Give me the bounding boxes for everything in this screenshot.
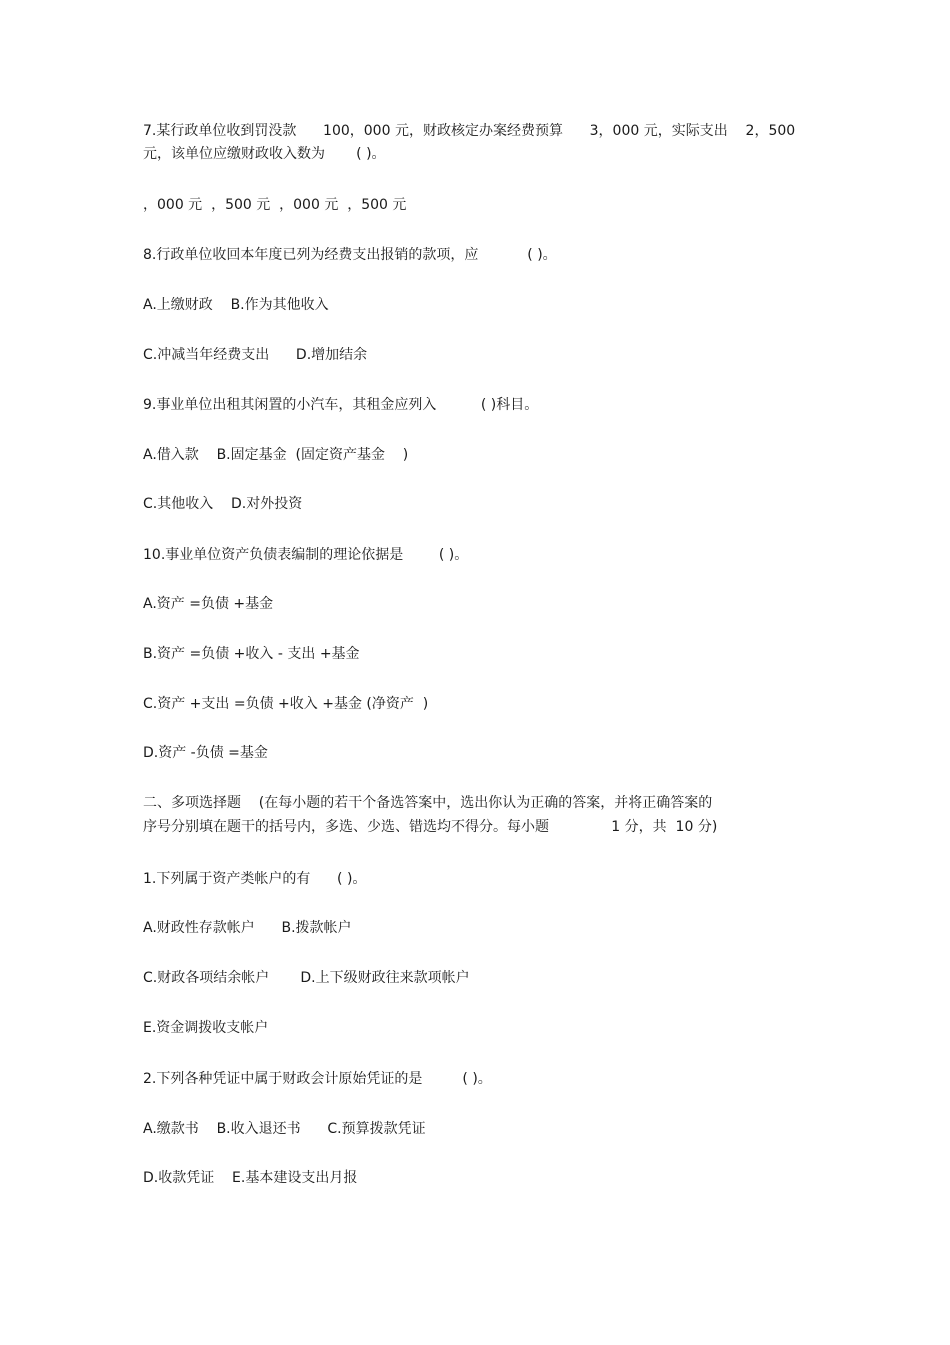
mq1-option-e: E.资金调拨收支帐户 xyxy=(143,1020,269,1036)
q10-option-a: A.资产 =负债 +基金 xyxy=(143,596,274,612)
q10-option-b: B.资产 =负债 +收入 - 支出 +基金 xyxy=(143,646,360,662)
mq1-options-ab: A.财政性存款帐户 B.拨款帐户 xyxy=(143,920,352,936)
mq2-options-de: D.收款凭证 E.基本建设支出月报 xyxy=(143,1170,358,1186)
mq2-stem: 2.下列各种凭证中属于财政会计原始凭证的是 ( )。 xyxy=(143,1071,492,1087)
section-heading-line-1: 二、多项选择题 (在每小题的若干个备选答案中，选出你认为正确的答案，并将正确答案的 xyxy=(143,795,713,811)
q8-options-cd: C.冲减当年经费支出 D.增加结余 xyxy=(143,347,368,363)
section-heading-line-2: 序号分别填在题干的括号内，多选、少选、错选均不得分。每小题 1 分，共 10 分) xyxy=(143,819,718,835)
mq1-options-cd: C.财政各项结余帐户 D.上下级财政往来款项帐户 xyxy=(143,970,470,986)
q9-options-ab: A.借入款 B.固定基金 (固定资产基金 ) xyxy=(143,447,409,463)
q7-options: ，000 元 ，500 元 ，000 元 ，500 元 xyxy=(143,197,407,213)
q8-stem: 8.行政单位收回本年度已列为经费支出报销的款项，应 ( )。 xyxy=(143,247,557,263)
q7-stem-line-2: 元，该单位应缴财政收入数为 ( )。 xyxy=(143,146,386,162)
q8-options-ab: A.上缴财政 B.作为其他收入 xyxy=(143,297,329,313)
q9-stem: 9.事业单位出租其闲置的小汽车，其租金应列入 ( )科目。 xyxy=(143,397,539,413)
q10-option-d: D.资产 -负债 =基金 xyxy=(143,745,268,761)
mq2-options-abc: A.缴款书 B.收入退还书 C.预算拨款凭证 xyxy=(143,1121,426,1137)
q9-options-cd: C.其他收入 D.对外投资 xyxy=(143,496,303,512)
mq1-stem: 1.下列属于资产类帐户的有 ( )。 xyxy=(143,871,367,887)
q10-option-c: C.资产 +支出 =负债 +收入 +基金 (净资产 ) xyxy=(143,696,429,712)
q7-stem-line-1: 7.某行政单位收到罚没款 100，000 元，财政核定办案经费预算 3，000 元，实际支出 2，500 xyxy=(143,123,796,139)
q10-stem: 10.事业单位资产负债表编制的理论依据是 ( )。 xyxy=(143,547,469,563)
